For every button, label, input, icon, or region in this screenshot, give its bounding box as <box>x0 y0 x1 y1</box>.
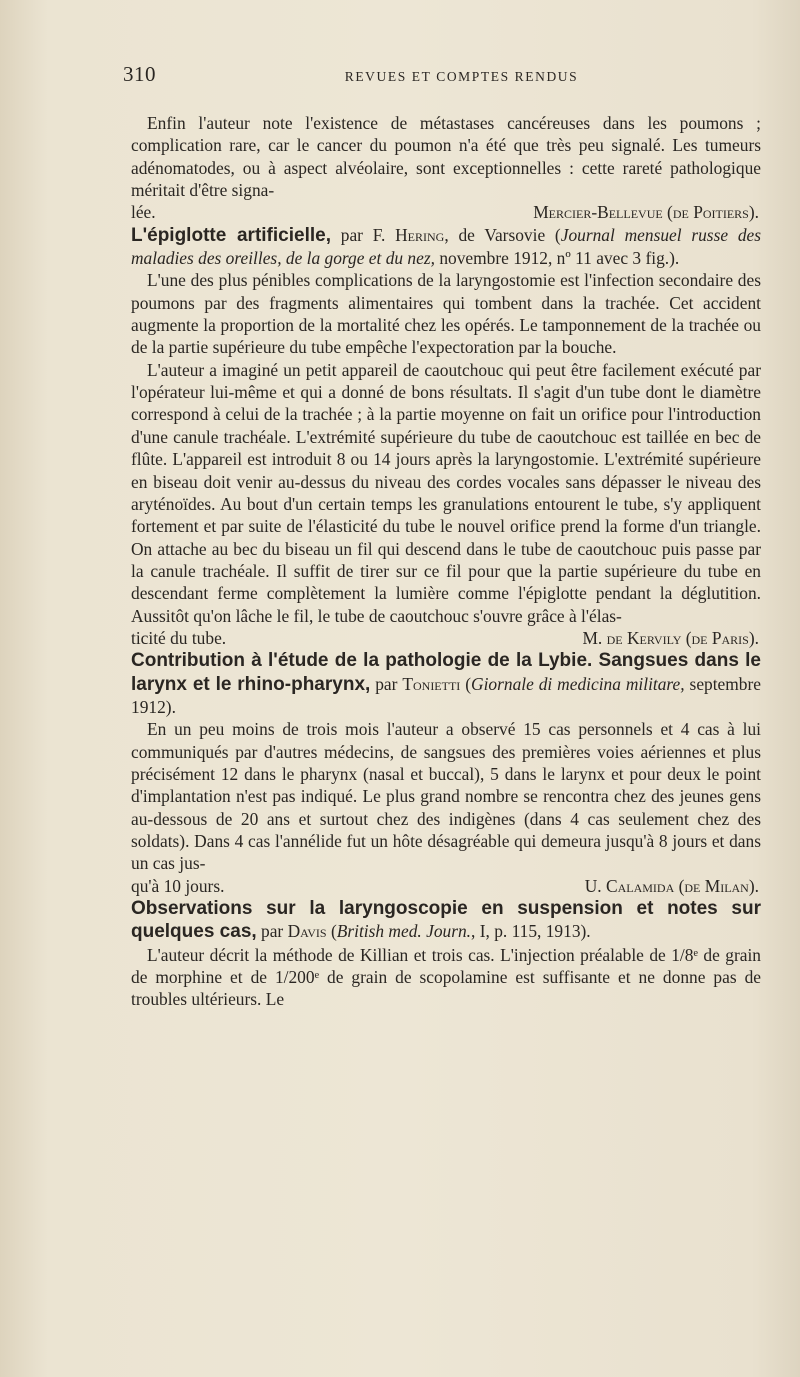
article1-author-tail: , de Varsovie ( <box>444 224 561 245</box>
article1-signature-line <box>131 627 761 649</box>
article2-title: Contribution à l'étude de la pathologie de la Lybie. Sangsues dans le larynx et le rhino-pharynx, <box>131 650 761 695</box>
article2-author-lead: par <box>370 673 403 694</box>
intro-paragraph: Enfin l'auteur note l'existence de métastases cancéreuses dans les poumons ; complication rare, car le cancer du poumon n'a été que très peu signalé. Les tumeurs adénomatodes, ou à aspect alvéolaire, sont exceptionnelles : cette rareté pathologique méritait d'être signa- <box>131 113 761 201</box>
article2-paragraph: En un peu moins de trois mois l'auteur a observé 15 cas personnels et 4 cas à lui communiqués par d'autres médecins, de sangsues des premières voies aériennes et plus précisément 12 dans le pharynx (nasal et buccal), 5 dans le larynx et pour deux le point d'implantation n'est pas indiqué. Le plus grand nombre se rencontra chez des jeunes gens au-dessous de 20 ans et surtout chez des indigènes (dans 4 cas seulement chez des soldats). Dans 4 cas l'annélide fut un hôte désagréable qui demeura jusqu'à 8 jours et dans un cas jus- <box>131 719 761 874</box>
article2-author-tail: ( <box>460 673 472 694</box>
running-head: REVUES ET COMPTES RENDUS <box>344 69 579 84</box>
article1-heading <box>131 224 761 270</box>
article3-paragraph: L'auteur décrit la méthode de Killian et trois cas. L'injection préalable de 1/8ᵉ de grain de morphine et de 1/200ᵉ de grain de scopolamine est suffisante et ne donne pas de troubles ultérieurs. Le <box>131 944 761 1010</box>
article2-signature-line <box>131 875 761 897</box>
article3-author-tail: ( <box>326 921 337 942</box>
article1-journal: Journal mensuel russe des maladies des oreilles, de la gorge et du nez, <box>131 224 762 269</box>
page-number: 310 <box>123 62 156 86</box>
article2-ref: septembre 1912). <box>131 673 762 717</box>
article1-title: L'épiglotte artificielle, <box>131 224 331 246</box>
article3-ref: , I, p. 115, 1913). <box>471 921 591 942</box>
intro-signature: Mercier-Bellevue (de Poitiers). <box>533 202 759 223</box>
article1-author: Hering <box>395 224 445 245</box>
intro-signature-line <box>131 201 761 223</box>
article1-signature: M. de Kervily (de Paris). <box>582 627 759 648</box>
article3-title: Observations sur la laryngoscopie en suspension et notes sur quelques cas, <box>131 898 761 943</box>
article1-author-lead: par F. <box>330 224 396 245</box>
article3-author: Davis <box>287 921 327 942</box>
article1-ref: novembre 1912, nº 11 avec 3 fig.). <box>434 248 680 269</box>
article2-last-line: qu'à 10 jours. <box>131 875 225 896</box>
article3-author-lead: par <box>256 921 288 942</box>
article2-signature: U. Calamida (de Milan). <box>584 875 759 896</box>
article2-author: Tonietti <box>402 673 461 694</box>
article1-paragraph-2: L'auteur a imaginé un petit appareil de caoutchouc qui peut être facilement exécuté par l'opérateur lui-même et qui a donné de bons résultats. Il s'agit d'un tube dont le diamètre correspond à celui de la trachée ; à la partie moyenne on fait un orifice pour l'introduction d'une canule trachéale. L'extrémité supérieure du tube de caoutchouc est taillée en bec de flûte. L'appareil est introduit 8 ou 14 jours après la laryngostomie. L'extrémité supérieure en biseau doit venir au-dessus du niveau des cordes vocales sans dépasser le niveau des aryténoïdes. Au bout d'un certain temps les granulations entourent le tube, s'y appliquent fortement et par suite de l'élasticité du tube le nouvel orifice prend la forme d'un triangle. On attache au bec du biseau un fil qui descend dans le tube de caoutchouc puis passe par la canule trachéale. Il suffit de tirer sur ce fil pour que la partie supérieure du tube en descendant ferme complètement la lumière comme l'épiglotte pendant la déglutition. Aussitôt qu'on lâche le fil, le tube de caoutchouc s'ouvre grâce à l'élas- <box>131 359 761 626</box>
article3-journal: British med. Journ. <box>336 921 472 942</box>
intro-last-line: lée. <box>131 202 156 223</box>
page-body <box>131 112 761 1011</box>
article2-heading <box>131 649 761 718</box>
article3-heading <box>131 897 761 944</box>
article1-paragraph-1: L'une des plus pénibles complications de la laryngostomie est l'infection secondaire des poumons par des fragments alimentaires qui tombent dans la trachée. Cet accident augmente la proportion de la mortalité chez les opérés. Le tamponnement de la trachée ou de la partie supérieure du tube empêche l'expectoration par la bouche. <box>131 270 761 358</box>
page-header <box>123 62 740 92</box>
article1-last-line: ticité du tube. <box>131 627 227 648</box>
article2-journal: Giornale di medicina militare, <box>471 673 685 694</box>
